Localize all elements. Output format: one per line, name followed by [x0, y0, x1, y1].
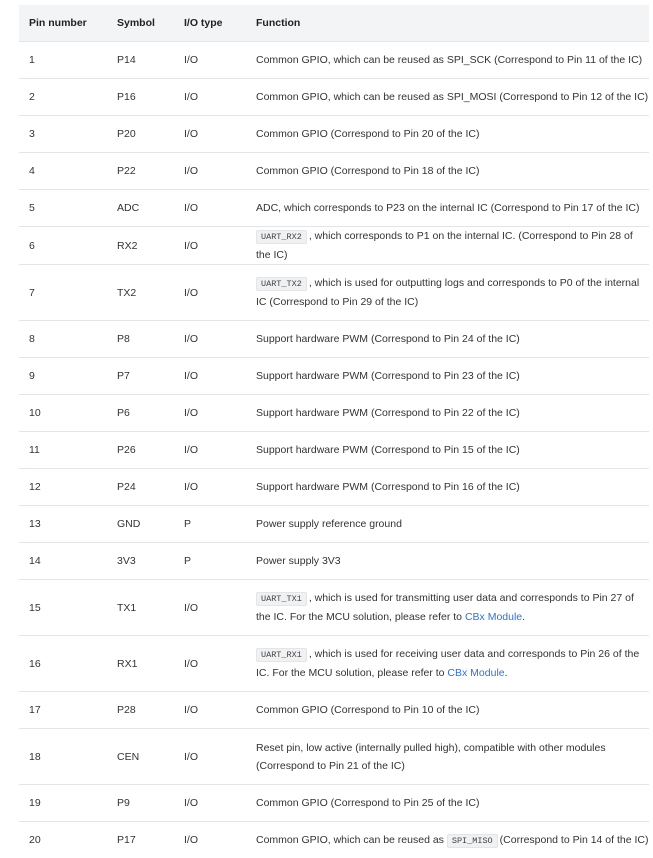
cell-io-type: I/O: [174, 636, 246, 692]
cbx-module-link[interactable]: CBx Module: [447, 667, 504, 679]
cell-io-type: P: [174, 506, 246, 543]
cell-symbol: P6: [107, 395, 174, 432]
cell-symbol: P14: [107, 42, 174, 79]
table-header: [19, 5, 649, 42]
cell-function: [246, 469, 649, 506]
cell-symbol: TX2: [107, 265, 174, 321]
table-row: [19, 729, 649, 785]
cell-function: [246, 42, 649, 79]
function-text: Common GPIO, which can be reused as SPI_MOSI (Correspond to Pin 12 of the IC): [256, 91, 648, 103]
cell-symbol: TX1: [107, 580, 174, 636]
cell-pin-number: 15: [19, 580, 107, 636]
table-row: [19, 79, 649, 116]
cell-pin-number: 13: [19, 506, 107, 543]
code-label: UART_TX1: [256, 592, 307, 606]
cell-symbol: P9: [107, 785, 174, 822]
table-row: [19, 506, 649, 543]
cell-io-type: I/O: [174, 42, 246, 79]
cell-pin-number: 2: [19, 79, 107, 116]
cell-symbol: RX2: [107, 227, 174, 265]
cell-io-type: P: [174, 543, 246, 580]
function-text: Support hardware PWM (Correspond to Pin 24 of the IC): [256, 333, 520, 345]
cell-pin-number: 10: [19, 395, 107, 432]
cell-io-type: I/O: [174, 580, 246, 636]
code-label: UART_TX2: [256, 277, 307, 291]
table-row: [19, 321, 649, 358]
function-text: Support hardware PWM (Correspond to Pin 16 of the IC): [256, 481, 520, 493]
function-text: Reset pin, low active (internally pulled high), compatible with other modules (Correspond to Pin 21 of the IC): [256, 742, 606, 772]
function-text: Common GPIO, which can be reused as SPI_SCK (Correspond to Pin 11 of the IC): [256, 54, 642, 66]
pin-table: [19, 5, 649, 858]
cell-function: [246, 153, 649, 190]
cell-symbol: P20: [107, 116, 174, 153]
table-row: [19, 469, 649, 506]
cell-io-type: I/O: [174, 358, 246, 395]
cell-io-type: I/O: [174, 469, 246, 506]
cell-symbol: P28: [107, 692, 174, 729]
cell-function: [246, 395, 649, 432]
table-body: [19, 42, 649, 858]
cell-function: [246, 116, 649, 153]
cell-function: [246, 79, 649, 116]
cell-function: [246, 692, 649, 729]
cell-io-type: I/O: [174, 432, 246, 469]
table-row: [19, 395, 649, 432]
cell-io-type: I/O: [174, 321, 246, 358]
cell-symbol: P17: [107, 822, 174, 858]
cell-function: [246, 265, 649, 321]
cell-function: [246, 822, 649, 858]
cell-symbol: ADC: [107, 190, 174, 227]
cell-pin-number: 16: [19, 636, 107, 692]
cell-pin-number: 8: [19, 321, 107, 358]
cell-io-type: I/O: [174, 785, 246, 822]
cell-symbol: 3V3: [107, 543, 174, 580]
cell-io-type: I/O: [174, 116, 246, 153]
function-text: Common GPIO (Correspond to Pin 25 of the IC): [256, 797, 480, 809]
cell-symbol: P22: [107, 153, 174, 190]
function-text: Support hardware PWM (Correspond to Pin 22 of the IC): [256, 407, 520, 419]
cell-function: [246, 729, 649, 785]
cell-pin-number: 7: [19, 265, 107, 321]
function-text: .: [505, 667, 508, 679]
cell-io-type: I/O: [174, 395, 246, 432]
code-label: SPI_MISO: [447, 834, 498, 848]
function-text: , which is used for transmitting user data and corresponds to Pin 27 of the IC. For the MCU solution, please refer to: [256, 592, 634, 623]
code-label: UART_RX2: [256, 230, 307, 244]
function-text: , which is used for receiving user data and corresponds to Pin 26 of the IC. For the MCU solution, please refer to: [256, 648, 639, 679]
header-function: Function: [246, 5, 649, 42]
cell-function: [246, 636, 649, 692]
cell-pin-number: 1: [19, 42, 107, 79]
cell-symbol: CEN: [107, 729, 174, 785]
function-text: ADC, which corresponds to P23 on the internal IC (Correspond to Pin 17 of the IC): [256, 202, 639, 214]
cell-pin-number: 18: [19, 729, 107, 785]
function-text: (Correspond to Pin 14 of the IC): [500, 834, 649, 846]
cell-pin-number: 12: [19, 469, 107, 506]
cell-pin-number: 4: [19, 153, 107, 190]
cell-function: [246, 227, 649, 265]
cell-pin-number: 17: [19, 692, 107, 729]
cell-function: [246, 543, 649, 580]
cell-symbol: P8: [107, 321, 174, 358]
function-text: Support hardware PWM (Correspond to Pin 15 of the IC): [256, 444, 520, 456]
table-row: [19, 358, 649, 395]
table-row: [19, 265, 649, 321]
cell-symbol: P24: [107, 469, 174, 506]
table-row: [19, 580, 649, 636]
cell-symbol: P26: [107, 432, 174, 469]
table-row: [19, 636, 649, 692]
table-row: [19, 785, 649, 822]
table-row: [19, 153, 649, 190]
cell-function: [246, 432, 649, 469]
function-text: , which is used for outputting logs and corresponds to P0 of the internal IC (Correspond to Pin 29 of the IC): [256, 277, 639, 308]
cell-function: [246, 785, 649, 822]
cbx-module-link[interactable]: CBx Module: [465, 611, 522, 623]
cell-function: [246, 190, 649, 227]
cell-pin-number: 19: [19, 785, 107, 822]
cell-function: [246, 358, 649, 395]
cell-function: [246, 321, 649, 358]
table-row: [19, 190, 649, 227]
cell-pin-number: 9: [19, 358, 107, 395]
function-text: Power supply 3V3: [256, 555, 341, 567]
cell-symbol: RX1: [107, 636, 174, 692]
cell-io-type: I/O: [174, 822, 246, 858]
header-io-type: I/O type: [174, 5, 246, 42]
cell-io-type: I/O: [174, 227, 246, 265]
function-text: Common GPIO, which can be reused as: [256, 834, 447, 846]
table-row: [19, 822, 649, 858]
table-row: [19, 42, 649, 79]
cell-pin-number: 20: [19, 822, 107, 858]
function-text: Support hardware PWM (Correspond to Pin 23 of the IC): [256, 370, 520, 382]
cell-pin-number: 11: [19, 432, 107, 469]
function-text: Power supply reference ground: [256, 518, 402, 530]
cell-io-type: I/O: [174, 692, 246, 729]
code-label: UART_RX1: [256, 648, 307, 662]
cell-pin-number: 6: [19, 227, 107, 265]
table-row: [19, 227, 649, 265]
header-pin-number: Pin number: [19, 5, 107, 42]
cell-function: [246, 580, 649, 636]
table-row: [19, 543, 649, 580]
cell-pin-number: 14: [19, 543, 107, 580]
table-row: [19, 692, 649, 729]
function-text: Common GPIO (Correspond to Pin 10 of the IC): [256, 704, 480, 716]
function-text: Common GPIO (Correspond to Pin 20 of the IC): [256, 128, 480, 140]
cell-function: [246, 506, 649, 543]
function-text: , which corresponds to P1 on the internal IC. (Correspond to Pin 28 of the IC): [256, 230, 633, 261]
cell-pin-number: 3: [19, 116, 107, 153]
cell-io-type: I/O: [174, 265, 246, 321]
cell-io-type: I/O: [174, 729, 246, 785]
table-header-row: [19, 5, 649, 42]
cell-symbol: P16: [107, 79, 174, 116]
function-text: .: [522, 611, 525, 623]
cell-symbol: GND: [107, 506, 174, 543]
cell-symbol: P7: [107, 358, 174, 395]
cell-pin-number: 5: [19, 190, 107, 227]
cell-io-type: I/O: [174, 79, 246, 116]
table-row: [19, 116, 649, 153]
table-row: [19, 432, 649, 469]
function-text: Common GPIO (Correspond to Pin 18 of the IC): [256, 165, 480, 177]
header-symbol: Symbol: [107, 5, 174, 42]
cell-io-type: I/O: [174, 190, 246, 227]
cell-io-type: I/O: [174, 153, 246, 190]
pin-table-container: [19, 5, 649, 858]
